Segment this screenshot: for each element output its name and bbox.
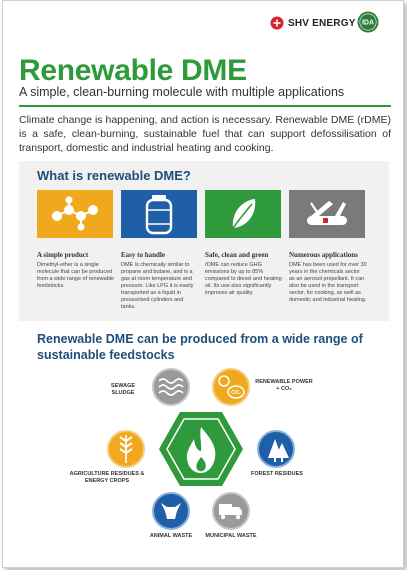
forest-residues-node (258, 431, 294, 467)
agriculture-node (108, 431, 144, 467)
leaf-icon (205, 190, 281, 238)
logo-text: SHV ENERGY (288, 17, 356, 29)
animal-waste-node (153, 493, 189, 529)
card-body: rDME can reduce GHG emissions by up to 85% compared to diesel and heating oil. Its use also significantly improves air quality. (205, 262, 282, 296)
card-body: Dimethyl-ether is a single molecule that can be produced from a wide range of renewable feedstocks. (37, 262, 115, 289)
gas-cylinder-icon (121, 190, 197, 238)
section-heading-feedstocks: Renewable DME can be produced from a wide range of sustainable feedstocks (37, 332, 363, 362)
card-easy-to-handle (121, 190, 199, 311)
ida-badge-text: IDA (361, 19, 375, 27)
card-title: Safe, clean and green (205, 251, 269, 259)
shv-energy-logo (270, 16, 356, 30)
intro-paragraph: Climate change is happening, and action is necessary. Renewable DME (rDME) is a safe, clean-burning, sustainable fuel that can support defossilisation of transport, domestic and industrial heating and cooking. (19, 114, 391, 154)
swiss-knife-icon (289, 190, 365, 238)
card-body: DME has been used for over 30 years in the chemicals sector as an aerosol propellant. It can also be used in the transport sector, for cooking, as well as domestic and industrial heating. (289, 262, 367, 303)
page-title: Renewable DME (19, 54, 247, 87)
card-safe-clean-green (205, 190, 283, 297)
document-page (2, 0, 404, 568)
co2-badge: CO₂ (231, 390, 241, 396)
molecule-icon (37, 190, 113, 238)
label-sewage-sludge: SEWAGE SLUDGE (110, 383, 136, 396)
card-body: DME is chemically similar to propane and butane, and is a gas at room temperature and pressure. Like LPG it is easily transported as a liquid in pressurised cylinders and tanks. (121, 262, 194, 310)
card-title: A simple product (37, 251, 89, 259)
feedstock-diagram (63, 365, 353, 561)
shv-logo-icon (270, 16, 284, 30)
label-agriculture: AGRICULTURE RESIDUES & ENERGY CROPS (69, 471, 145, 484)
renewable-power-node (213, 369, 249, 405)
central-hexagon (159, 412, 243, 486)
card-title: Numerous applications (289, 251, 358, 259)
page-subtitle: A simple, clean-burning molecule with multiple applications (19, 85, 345, 99)
label-animal-waste: ANIMAL WASTE (149, 533, 193, 539)
municipal-waste-node (213, 493, 249, 529)
card-simple-product (37, 190, 115, 290)
ida-badge-icon (357, 11, 379, 33)
card-numerous-applications (289, 190, 367, 304)
label-forest-residues: FOREST RESIDUES (251, 471, 303, 477)
label-renewable-power: RENEWABLE POWER + CO₂ (255, 379, 313, 392)
label-municipal-waste: MUNICIPAL WASTE (205, 533, 257, 539)
sewage-sludge-node (153, 369, 189, 405)
section-heading-what-is: What is renewable DME? (37, 168, 191, 183)
card-title: Easy to handle (121, 251, 165, 259)
title-divider (19, 105, 391, 107)
